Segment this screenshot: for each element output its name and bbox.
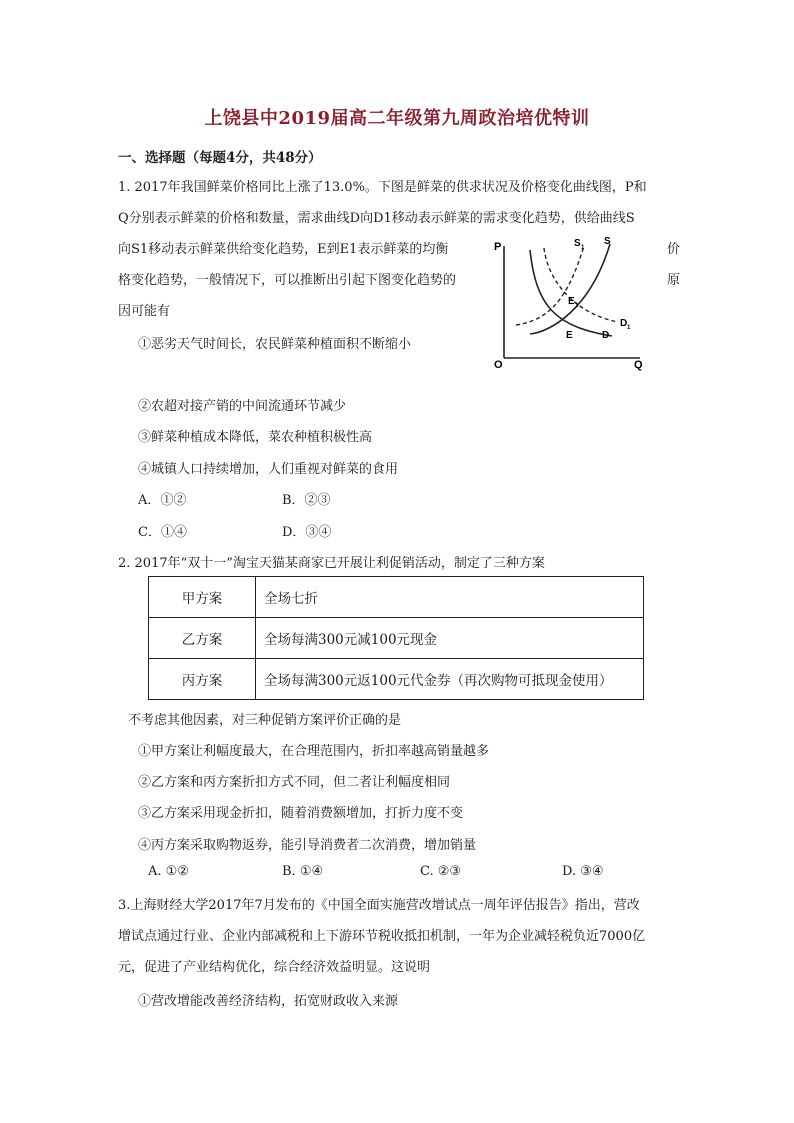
q1-line-2: Q分别表示鲜菜的价格和数量，需求曲线D向D1移动表示鲜菜的需求变化趋势，供给曲线S bbox=[118, 211, 635, 226]
q1-item-1: ①恶劣天气时间长，农民鲜菜种植面积不断缩小 bbox=[138, 337, 412, 352]
q2-item-2: ②乙方案和丙方案折扣方式不同，但二者让利幅度相同 bbox=[138, 775, 451, 790]
q2-lead: 不考虑其他因素，对三种促销方案评价正确的是 bbox=[128, 713, 402, 728]
q2-item-4: ④丙方案采取购物返券，能引导消费者二次消费，增加销量 bbox=[138, 838, 477, 853]
label-s1: S bbox=[574, 238, 581, 249]
supply-demand-graph bbox=[490, 232, 650, 372]
label-e: E bbox=[566, 330, 573, 341]
q1-option-b: B．②③ bbox=[282, 493, 331, 508]
label-o: O bbox=[494, 359, 503, 371]
q2-option-b: B. ①④ bbox=[282, 864, 324, 879]
q1-item-2: ②农超对接产销的中间流通环节减少 bbox=[138, 399, 347, 414]
q3-line-2: 增试点通过行业、企业内部减税和上下游环节税收抵扣机制，一年为企业减轻税负近7000亿 bbox=[118, 929, 646, 944]
supply-curve-s1 bbox=[516, 246, 584, 325]
q1-line-1: 1. 2017年我国鲜菜价格同比上涨了13.0%。下图是鲜菜的供求状况及价格变化曲线图，P和 bbox=[118, 180, 647, 195]
q2-option-a: A. ①② bbox=[148, 864, 189, 879]
demand-curve-d1 bbox=[544, 248, 618, 322]
plan-detail-cell: 全场七折 bbox=[256, 577, 644, 618]
q1-item-3: ③鲜菜种植成本降低，菜农种植积极性高 bbox=[138, 430, 373, 445]
label-e1: E bbox=[568, 296, 575, 307]
label-d: D bbox=[602, 330, 610, 341]
page-title: 上饶县中2019届高二年级第九周政治培优特训 bbox=[204, 108, 590, 129]
table-row bbox=[149, 577, 644, 618]
q3-line-3: 元，促进了产业结构优化，综合经济效益明显。这说明 bbox=[118, 960, 431, 975]
q2-option-d: D. ③④ bbox=[562, 864, 604, 879]
promotion-plan-table bbox=[148, 576, 644, 700]
label-s1-sub: 1 bbox=[581, 245, 585, 251]
question-2-stem: 2. 2017年“双十一”淘宝天猫某商家已开展让利促销活动，制定了三种方案 bbox=[118, 556, 545, 571]
label-s: S bbox=[604, 236, 611, 247]
q1-line-4-left: 格变化趋势，一般情况下，可以推断出引起下图变化趋势的 bbox=[118, 273, 457, 288]
supply-curve-s bbox=[530, 244, 610, 334]
label-q: Q bbox=[634, 359, 643, 371]
label-d1-sub: 1 bbox=[627, 325, 631, 331]
table-row bbox=[149, 659, 644, 700]
q1-line-3-left: 向S1移动表示鲜菜供给变化趋势，E到E1表示鲜菜的均衡 bbox=[118, 242, 449, 257]
q1-line-5: 因可能有 bbox=[118, 304, 171, 319]
q1-line-3-right: 价 bbox=[666, 242, 680, 257]
plan-name-cell: 丙方案 bbox=[149, 659, 256, 700]
plan-name-cell: 甲方案 bbox=[149, 577, 256, 618]
q1-option-d: D．③④ bbox=[282, 525, 332, 540]
q2-item-1: ①甲方案让利幅度最大，在合理范围内，折扣率越高销量越多 bbox=[138, 744, 490, 759]
label-p: P bbox=[494, 241, 502, 253]
q1-option-c: C．①④ bbox=[138, 525, 187, 540]
plan-name-cell: 乙方案 bbox=[149, 618, 256, 659]
section-heading: 一、选择题（每题4分，共48分） bbox=[118, 150, 322, 166]
question-1-stem bbox=[118, 172, 680, 234]
plan-detail-cell: 全场每满300元返100元代金券（再次购物可抵现金使用） bbox=[256, 659, 644, 700]
question-3-stem bbox=[118, 890, 680, 983]
q3-line-1: 3.上海财经大学2017年7月发布的《中国全面实施营改增试点一周年评估报告》指出，营改 bbox=[118, 898, 640, 913]
q2-item-3: ③乙方案采用现金折扣，随着消费额增加，打折力度不变 bbox=[138, 806, 464, 821]
label-d1: D bbox=[620, 318, 628, 329]
table-row bbox=[149, 618, 644, 659]
q1-line-4-right: 原 bbox=[666, 273, 680, 288]
q2-option-c: C. ②③ bbox=[420, 864, 462, 879]
q3-item-1: ①营改增能改善经济结构，拓宽财政收入来源 bbox=[138, 994, 399, 1009]
q1-option-a: A．①② bbox=[138, 493, 187, 508]
q1-item-4: ④城镇人口持续增加，人们重视对鲜菜的食用 bbox=[138, 462, 399, 477]
demand-curve-d bbox=[530, 250, 612, 336]
plan-detail-cell: 全场每满300元减100元现金 bbox=[256, 618, 644, 659]
label-e1-sub: 1 bbox=[575, 303, 579, 309]
